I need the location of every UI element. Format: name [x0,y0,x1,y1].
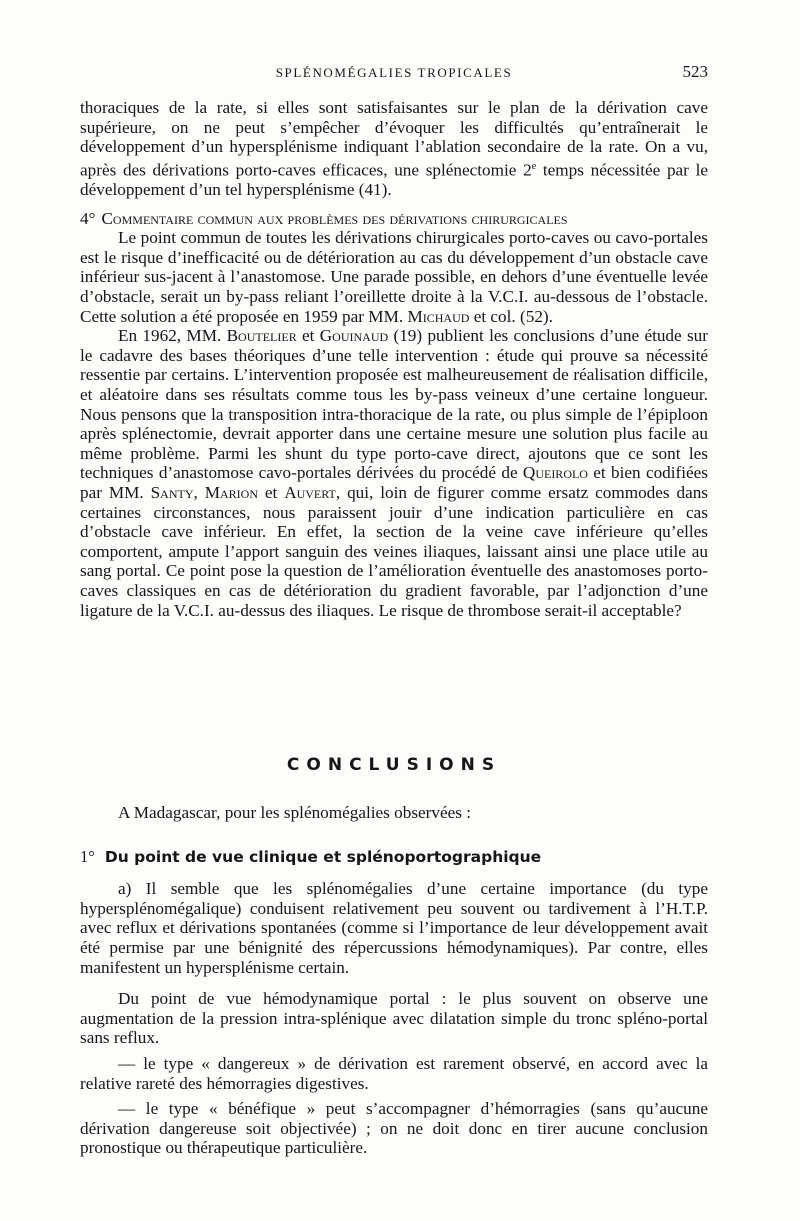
subsection-heading-1 [80,847,708,868]
running-header [80,62,708,86]
author-name: Auvert [284,483,336,503]
author-name: Gouinaud [319,326,389,346]
section-heading-4 [80,209,708,229]
paragraph-a: a) Il semble que les splénomégalies d’une certaine importance (du type hypersplénomégalique) conduisent relativement peu souvent ou tardivement à l’H.T.P. avec reflux et dérivations spontanées (comme si l’importance de leur développement avait été permise par une bénignité des répercussions hémodynamiques). Par contre, elles manifestent un hypersplénisme certain. [80,879,708,977]
document-page [80,0,708,1221]
section-title: Commentaire commun aux problèmes des dérivations chirurgicales [101,208,568,228]
section-number: 4° [80,208,96,228]
paragraph-continuation: thoraciques de la rate, si elles sont satisfaisantes sur le plan de la dérivation cave supérieure, on ne peut s’empêcher d’évoquer les difficultés qu’entraînerait le développement d’un hypersplénisme indiquant l’ablation secondaire de la rate. On a vu, après des dérivations porto-caves efficaces, une splénectomie 2e temps nécessitée par le développement d’un tel hypersplénisme (41). [80,98,708,200]
author-name: Boutelier [226,326,297,346]
author-name: Michaud [407,306,470,326]
conclusions-body [80,803,708,1158]
running-title: SPLÉNOMÉGALIES TROPICALES [275,65,513,80]
author-name: Santy [150,483,194,503]
paragraph-1962: En 1962, MM. Boutelier et Gouinaud (19) publient les conclusions d’une étude sur le cadavre des bases théoriques d’une telle intervention : étude qui prouve sa nécessité ressentie par certains. L’intervention proposée est malheureusement de réalisation difficile, et aléatoire dans ses résultats comme tous les by-pass veineux d’une certaine longueur. Nous pensons que la transposition intra-thoracique de la rate, ou plus simple de l’épiploon après splénectomie, devrait apporter dans une certaine mesure une solution plus facile au même problème. Parmi les shunt du type porto-cave direct, ajoutons que ce sont les techniques d’anastomose cavo-portales dérivées du procédé de Queirolo et bien codifiées par MM. Santy, Marion et Auvert, qui, loin de figurer comme ersatz commodes dans certaines circonstances, nous paraissent jouir d’une indication particulière en cas d’obstacle cave inférieur. En effet, la section de la veine cave inférieure qu’elles comportent, ampute l’apport sanguin des veines iliaques, laissant ainsi une place utile au sang portal. Ce point pose la question de l’amélioration éventuelle des anastomoses porto-caves classiques en cas de détérioration du gradient favorable, par l’adjonction d’une ligature de la V.C.I. au-dessus des iliaques. Le risque de thrombose serait-il acceptable? [80,326,708,620]
author-name: Queirolo [522,463,588,483]
subsection-title: Du point de vue clinique et splénoportographique [104,847,542,866]
conclusions-intro: A Madagascar, pour les splénomégalies observées : [118,803,471,822]
paragraph-common-point: Le point commun de toutes les dérivations chirurgicales porto-caves ou cavo-portales est le risque d’inefficacité ou de détérioration au cas du développement d’un obstacle cave inférieur sus-jacent à l’anastomose. Une parade possible, en dehors d’une éventuelle levée d’obstacle, serait un by-pass reliant l’oreillette droite à la V.C.I. au-dessous de l’obstacle. Cette solution a été proposée en 1959 par MM. Michaud et col. (52). [80,228,708,326]
subsection-number: 1° [80,846,95,866]
conclusions-title: CONCLUSIONS [286,755,502,775]
main-text [80,98,708,620]
paragraph-beneficial-type: — le type « bénéfique » peut s’accompagner d’hémorragies (sans qu’aucune dérivation dangereuse soit objectivée) ; on ne doit donc en tirer aucune conclusion pronostique ou thérapeutique particulière. [80,1099,708,1158]
paragraph-dangerous-type: — le type « dangereux » de dérivation est rarement observé, en accord avec la relative rareté des hémorragies digestives. [80,1053,708,1093]
paragraph-hemodynamic: Du point de vue hémodynamique portal : le plus souvent on observe une augmentation de la pression intra-splénique avec dilatation simple du tronc spléno-portal sans reflux. [80,989,708,1048]
page-number: 523 [682,62,708,81]
author-name: Marion [204,483,258,503]
